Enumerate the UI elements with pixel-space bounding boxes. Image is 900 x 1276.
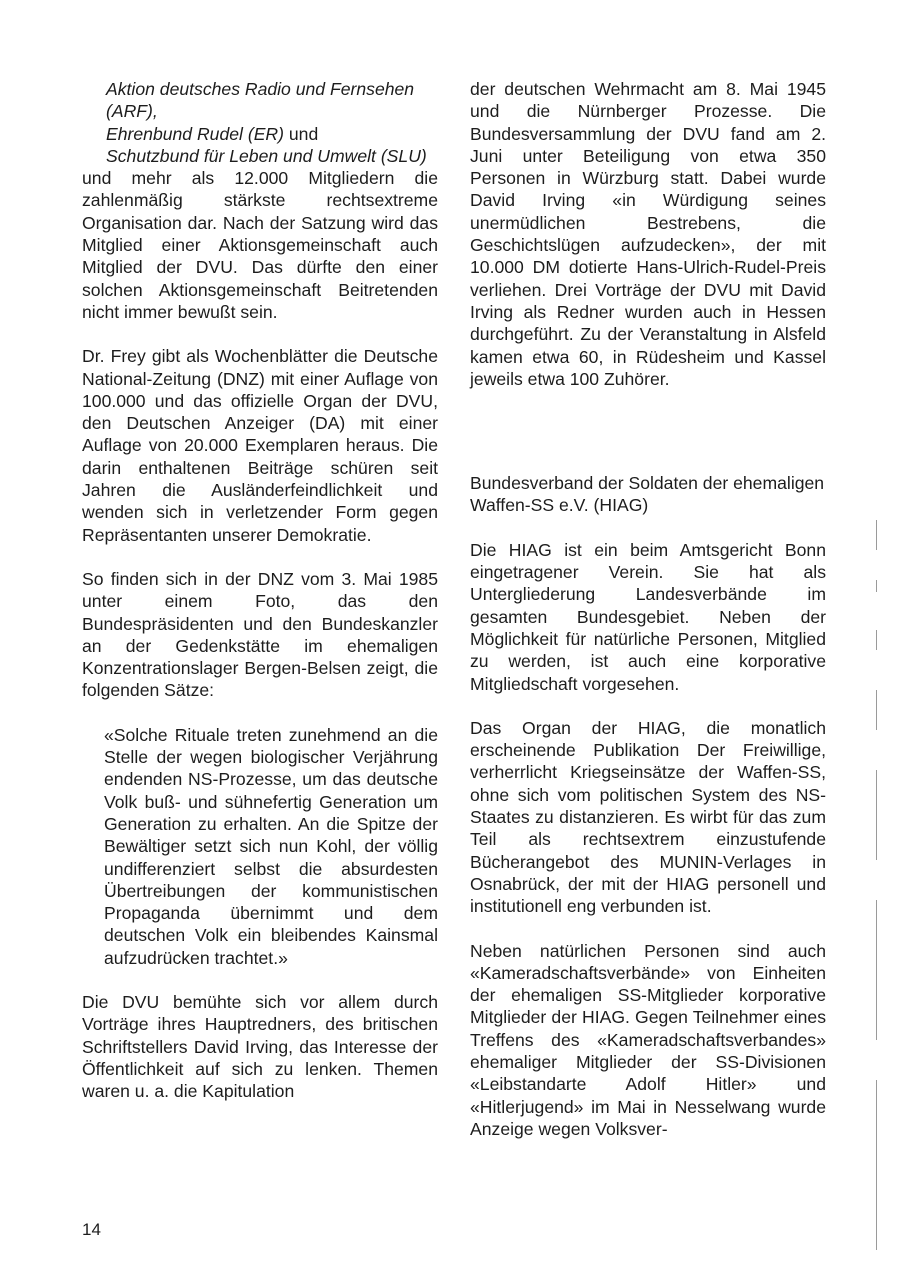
paragraph-irving-lectures: Die DVU bemühte sich vor allem durch Vorträge ihres Hauptredners, des britischen Schriftstellers David Irving, das Interesse der Öffentlichkeit auf sich zu lenken. Themen waren u. a. die Kapitulation: [82, 991, 438, 1102]
left-column: [82, 78, 438, 1102]
paragraph-weekly-papers: Dr. Frey gibt als Wochenblätter die Deutsche National-Zeitung (DNZ) mit einer Auflage von 100.000 und das offizielle Organ der DVU, den Deutschen Anzeiger (DA) mit einer Auflage von 20.000 Exemplaren heraus. Die darin enthaltenen Beiträge schüren seit Jahren die Ausländerfeindlichkeit und wenden sich in verletzender Form gegen Repräsentanten unserer Demokratie.: [82, 346, 438, 545]
paragraph-dnz-citation: So finden sich in der DNZ vom 3. Mai 1985 unter einem Foto, das den Bundespräsidenten und den Bundeskanzler an der Gedenkstätte im ehemaligen Konzentrationslager Bergen-Belsen zeigt, die folgenden Sätze:: [82, 568, 438, 701]
paragraph-hiag-organ: Das Organ der HIAG, die monatlich erscheinende Publikation Der Freiwillige, verherrlicht Kriegseinsätze der Waffen-SS, ohne sich vom politischen System des NS-Staates zu distanzieren. Es wirbt für das zum Teil als rechtsextrem einzustufende Bücherangebot des MUNIN-Verlages in Osnabrück, der mit der HIAG personell und institutionell eng verbunden ist.: [470, 717, 826, 917]
organization-list: [82, 78, 438, 167]
paragraph-hiag-registration: Die HIAG ist ein beim Amtsgericht Bonn eingetragener Verein. Sie hat als Untergliederung Landesverbände im gesamten Bundesgebiet. Neben der Möglichkeit für natürliche Personen, Mitglied zu werden, ist auch eine korporative Mitgliedschaft vorgesehen.: [470, 539, 826, 694]
scan-edge-marks: [876, 520, 880, 1260]
org-item: Aktion deutsches Radio und Fernsehen (ARF),: [106, 79, 415, 122]
paragraph-membership: und mehr als 12.000 Mitgliedern die zahlenmäßig stärkste rechtsextreme Organisation dar. Nach der Satzung wird das Mitglied einer Aktionsgemeinschaft auch Mitglied der DVU. Das dürfte den einer solchen Aktionsgemeinschaft Beitretenden nicht immer bewußt sein.: [82, 168, 438, 322]
org-item: Ehrenbund Rudel (ER) und: [106, 123, 319, 144]
paragraph-dvu-assembly: der deutschen Wehrmacht am 8. Mai 1945 und die Nürnberger Prozesse. Die Bundesversammlung der DVU fand am 2. Juni unter Beteiligung von etwa 350 Personen in Würzburg statt. Dabei wurde David Irving «in Würdigung seines unermüdlichen Bestrebens, die Geschichtslügen aufzudecken», der mit 10.000 DM dotierte Hans-Ulrich-Rudel-Preis verliehen. Drei Vorträge der DVU mit David Irving als Redner wurden auch in Hessen durchgeführt. Zu der Veranstaltung in Alsfeld kamen etwa 60, in Rüdesheim und Kassel jeweils etwa 100 Zuhörer.: [470, 79, 826, 389]
right-column: [470, 78, 826, 1140]
section-heading-hiag: Bundesverband der Soldaten der ehemaligen Waffen-SS e.V. (HIAG): [470, 473, 825, 516]
org-item: Schutzbund für Leben und Umwelt (SLU): [106, 145, 427, 166]
page-number: 14: [82, 1220, 101, 1239]
paragraph-hiag-members: Neben natürlichen Personen sind auch «Kameradschaftsverbände» von Einheiten der ehemaligen SS-Mitglieder korporative Mitglieder der HIAG. Gegen Teilnehmer eines Treffens des «Kameradschaftsverbandes» ehemaliger Mitglieder der SS-Divisionen «Leibstandarte Adolf Hitler» und «Hitlerjugend» im Mai in Nesselwang wurde Anzeige wegen Volksver-: [470, 940, 826, 1139]
block-quote: «Solche Rituale treten zunehmend an die Stelle der wegen biologischer Verjährung endenden NS-Prozesse, um das deutsche Volk buß- und sühnefertig Generation um Generation zu erhalten. An die Spitze der Bewältiger setzt sich nun Kohl, der völlig undifferenziert selbst die absurdesten Übertreibungen der kommunistischen Propaganda übernimmt und dem deutschen Volk ein bleibendes Kainsmal aufzudrücken trachtet.»: [104, 724, 438, 968]
